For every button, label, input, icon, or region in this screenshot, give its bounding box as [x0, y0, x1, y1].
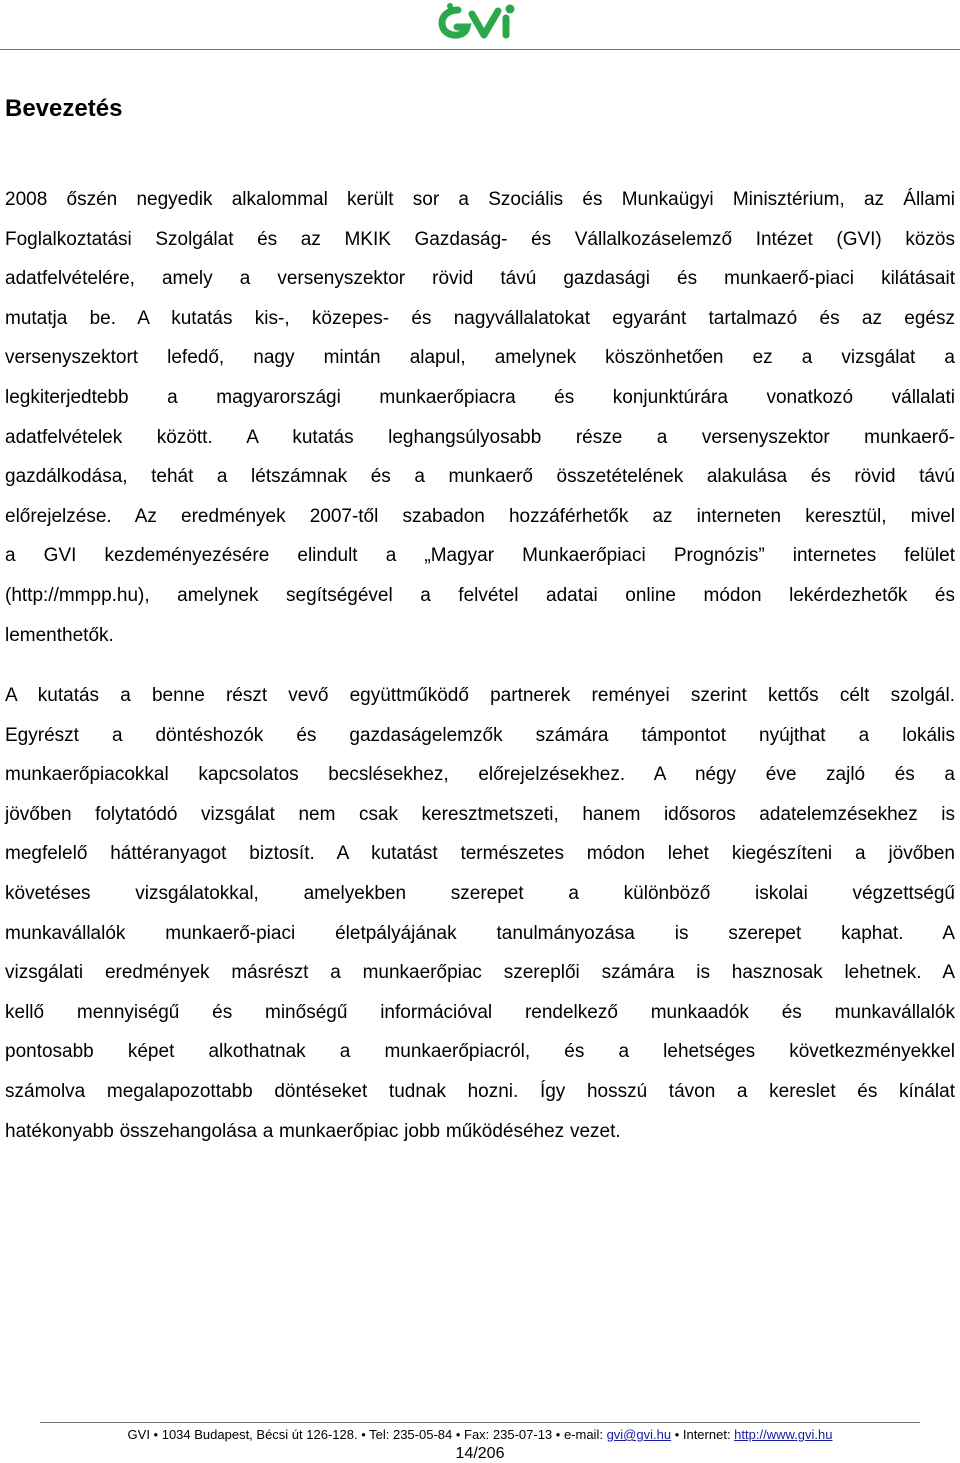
footer-contact [0, 1427, 960, 1443]
text-line: Foglalkoztatási Szolgálat és az MKIK Gazdaság- és Vállalkozáselemző Intézet (GVI) közös [5, 228, 955, 250]
text-line: követéses vizsgálatokkal, amelyekben szerepet a különböző iskolai végzettségű [5, 882, 955, 904]
email-link[interactable]: gvi@gvi.hu [606, 1427, 672, 1442]
text-line: kellő mennyiségű és minőségű információval rendelkező munkaadók és munkavállalók [5, 1001, 955, 1023]
footer-address: GVI • 1034 Budapest, Bécsi út 126-128. • Tel: 235-05-84 • Fax: 235-07-13 • e-mail: [127, 1427, 607, 1442]
text-line: adatfelvételére, amely a versenyszektor rövid távú gazdasági és munkaerő-piaci kilátásait [5, 268, 955, 290]
text-line: munkavállalók munkaerő-piaci életpályájának tanulmányozása is szerepet kaphat. A [5, 922, 955, 944]
footer-internet-label: • Internet: [671, 1427, 735, 1442]
text-line: vizsgálati eredmények másrészt a munkaerőpiac szereplői számára is hasznosak lehetnek. A [5, 962, 955, 984]
page-number: 14/206 [455, 1445, 505, 1462]
paragraph-1 [5, 180, 955, 655]
text-line: versenyszektort lefedő, nagy mintán alapul, amelynek köszönhetően ez a vizsgálat a [5, 347, 955, 369]
text-line: pontosabb képet alkothatnak a munkaerőpiacról, és a lehetséges következményekkel [5, 1041, 955, 1063]
text-line: legkiterjedtebb a magyarországi munkaerőpiacra és konjunktúrára vonatkozó vállalati [5, 386, 955, 408]
header-divider [0, 49, 960, 50]
website-link[interactable]: http://www.gvi.hu [734, 1427, 833, 1442]
text-line: a GVI kezdeményezésére elindult a „Magyar Munkaerőpiaci Prognózis” internetes felület [5, 545, 955, 567]
text-line: megfelelő háttéranyagot biztosít. A kutatást természetes módon lehet kiegészíteni a jövőben [5, 843, 955, 865]
footer-divider [40, 1422, 920, 1423]
text-line: A kutatás a benne részt vevő együttműködő partnerek reményei szerint kettős célt szolgál. [5, 685, 955, 706]
text-line: számolva megalapozottabb döntéseket tudnak hozni. Így hosszú távon a kereslet és kínálat [5, 1080, 955, 1102]
gvi-logo [436, 2, 522, 42]
text-line: mutatja be. A kutatás kis-, közepes- és nagyvállalatokat egyaránt tartalmazó és az egész [5, 307, 955, 329]
text-line: előrejelzése. Az eredmények 2007-től szabadon hozzáférhetők az interneten keresztül, mivel [5, 505, 955, 527]
section-heading: Bevezetés [5, 95, 123, 122]
text-line: lementhetők. [5, 624, 114, 646]
text-line: gazdálkodása, tehát a létszámnak és a munkaerő összetételének alakulása és rövid távú [5, 466, 955, 488]
paragraph-2 [5, 676, 955, 1151]
text-line: adatfelvételek között. A kutatás leghangsúlyosabb része a versenyszektor munkaerő- [5, 426, 955, 448]
text-line: Egyrészt a döntéshozók és gazdaságelemzők számára támpontot nyújthat a lokális [5, 724, 955, 746]
text-line: munkaerőpiacokkal kapcsolatos becslésekhez, előrejelzésekhez. A négy éve zajló és a [5, 764, 955, 786]
text-line: 2008 őszén negyedik alkalommal került sor a Szociális és Munkaügyi Minisztérium, az Állami [5, 189, 955, 210]
text-line: jövőben folytatódó vizsgálat nem csak keresztmetszeti, hanem idősoros adatelemzésekhez is [5, 803, 955, 825]
text-line: hatékonyabb összehangolása a munkaerőpiac jobb működéséhez vezet. [5, 1120, 621, 1142]
text-line: (http://mmpp.hu), amelynek segítségével a felvétel adatai online módon lekérdezhetők és [5, 584, 955, 606]
